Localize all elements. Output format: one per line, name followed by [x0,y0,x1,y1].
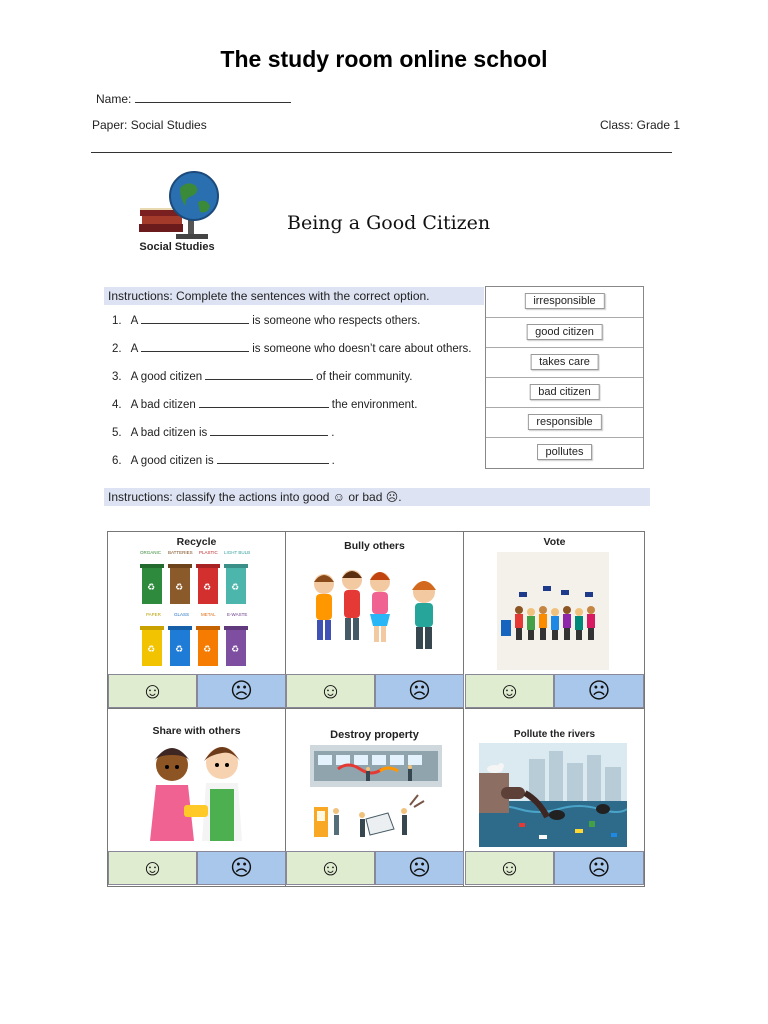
instructions-complete: Instructions: Complete the sentences with the correct option. [104,287,484,305]
frown-icon: ☹ [408,678,431,703]
frown-icon: ☹ [587,678,611,703]
bad-face-button[interactable] [554,674,644,708]
question-text-after: . [331,455,335,467]
question-text-after: . [331,427,335,439]
word-bank [485,286,644,469]
page-title: The study room online school [220,46,548,72]
word-chip[interactable]: good citizen [526,324,603,340]
question-number: 3. [112,371,122,383]
action-title: Vote [543,536,566,548]
choice-row [465,851,644,885]
bad-face-button[interactable] [197,851,286,885]
smile-icon: ☺ [498,678,521,703]
action-card-bully-others [286,532,464,709]
bad-face-button[interactable] [197,674,286,708]
bin-label: PAPER [146,612,161,617]
question-text-before: A bad citizen [130,399,196,411]
good-face-button[interactable] [465,674,554,708]
bin-label: PLASTIC [199,550,218,555]
bad-face-button[interactable] [375,674,464,708]
smile-icon: ☺ [141,855,164,880]
word-chip[interactable]: bad citizen [529,384,600,400]
action-title: Pollute the rivers [513,729,596,740]
bin-label: LIGHT BULB [224,550,251,555]
choice-row [286,851,464,885]
good-face-button[interactable] [286,674,375,708]
question-text-after: of their community. [316,371,413,383]
smile-icon: ☺ [319,678,342,703]
bin-label: GLASS [174,612,190,617]
answer-blank[interactable] [141,342,249,352]
action-card-share-with-others [108,709,286,886]
name-field [96,92,291,106]
question-text-after: is someone who doesn’t care about others. [252,343,472,355]
question-text-before: A bad citizen is [130,427,208,439]
question-6 [112,454,335,467]
svg-text:♻: ♻ [203,583,212,593]
frown-icon: ☹ [587,855,611,880]
word-bank-row [486,287,643,317]
word-chip[interactable]: takes care [530,354,599,370]
share-illustration [138,739,256,851]
question-text-before: A [130,343,139,355]
bad-face-button[interactable] [375,851,464,885]
choice-row [108,674,286,708]
word-bank-row [486,347,643,378]
question-text-after: is someone who respects others. [252,315,421,327]
question-text-after: the environment. [331,399,418,411]
good-face-button[interactable] [108,851,197,885]
frown-icon: ☹ [408,855,431,880]
svg-text:♻: ♻ [231,583,240,593]
word-bank-row [486,437,643,468]
bin-label: ORGANIC [140,550,162,555]
answer-blank[interactable] [210,426,328,436]
action-card-recycle [108,532,286,709]
word-bank-row [486,377,643,408]
svg-text:♻: ♻ [175,645,184,655]
good-face-button[interactable] [108,674,197,708]
destroy-property-illustration [310,745,442,845]
word-bank-row [486,317,643,348]
question-3 [112,370,412,383]
bin-label: BATTERIES [168,550,193,555]
action-title: Recycle [176,536,217,548]
question-number: 4. [112,399,122,411]
action-card-destroy-property [286,709,464,886]
question-5 [112,426,334,439]
pollution-illustration [479,743,627,847]
question-2 [112,342,472,355]
header-divider [91,152,672,153]
word-chip[interactable]: irresponsible [524,293,604,309]
answer-blank[interactable] [205,370,313,380]
action-title: Destroy property [330,729,419,741]
smile-icon: ☺ [498,855,521,880]
word-chip[interactable]: pollutes [537,444,593,460]
action-title: Bully others [344,540,405,552]
actions-grid [107,531,645,887]
smile-icon: ☺ [141,678,164,703]
answer-blank[interactable] [141,314,249,324]
recycle-bins-illustration [138,548,256,670]
action-title: Share with others [152,725,241,737]
class-label: Class: Grade 1 [600,118,681,132]
action-card-pollute-the-rivers [465,709,644,886]
question-number: 2. [112,343,122,355]
choice-row [108,851,286,885]
svg-text:♻: ♻ [147,645,156,655]
logo-label: Social Studies [139,241,215,253]
question-number: 6. [112,455,122,467]
paper-label: Paper: Social Studies [92,118,207,132]
choice-row [465,674,644,708]
question-1 [112,314,420,327]
bad-face-button[interactable] [554,851,644,885]
svg-text:♻: ♻ [147,583,156,593]
bully-illustration [306,566,446,662]
svg-text:♻: ♻ [203,645,212,655]
bin-label: METAL [201,612,216,617]
answer-blank[interactable] [199,398,329,408]
worksheet-heading: Being a Good Citizen [287,212,491,234]
question-text-before: A [130,315,139,327]
word-bank-row [486,407,643,438]
frown-icon: ☹ [230,855,253,880]
vote-illustration [497,552,609,670]
frown-icon: ☹ [230,678,253,703]
choice-row [286,674,464,708]
question-text-before: A good citizen is [130,455,214,467]
answer-blank[interactable] [217,454,329,464]
smile-icon: ☺ [319,855,342,880]
action-card-vote [465,532,644,709]
name-label: Name: [96,92,132,106]
word-chip[interactable]: responsible [527,414,601,430]
bin-label: E-WASTE [227,612,248,617]
question-4 [112,398,417,411]
child-figure [314,574,334,640]
question-text-before: A good citizen [130,371,203,383]
svg-text:♻: ♻ [175,583,184,593]
svg-text:♻: ♻ [231,645,240,655]
question-number: 5. [112,427,122,439]
good-face-button[interactable] [286,851,375,885]
good-face-button[interactable] [465,851,554,885]
instructions-classify: Instructions: classify the actions into good ☺ or bad ☹. [104,488,650,506]
question-number: 1. [112,315,122,327]
name-blank[interactable] [135,92,291,103]
